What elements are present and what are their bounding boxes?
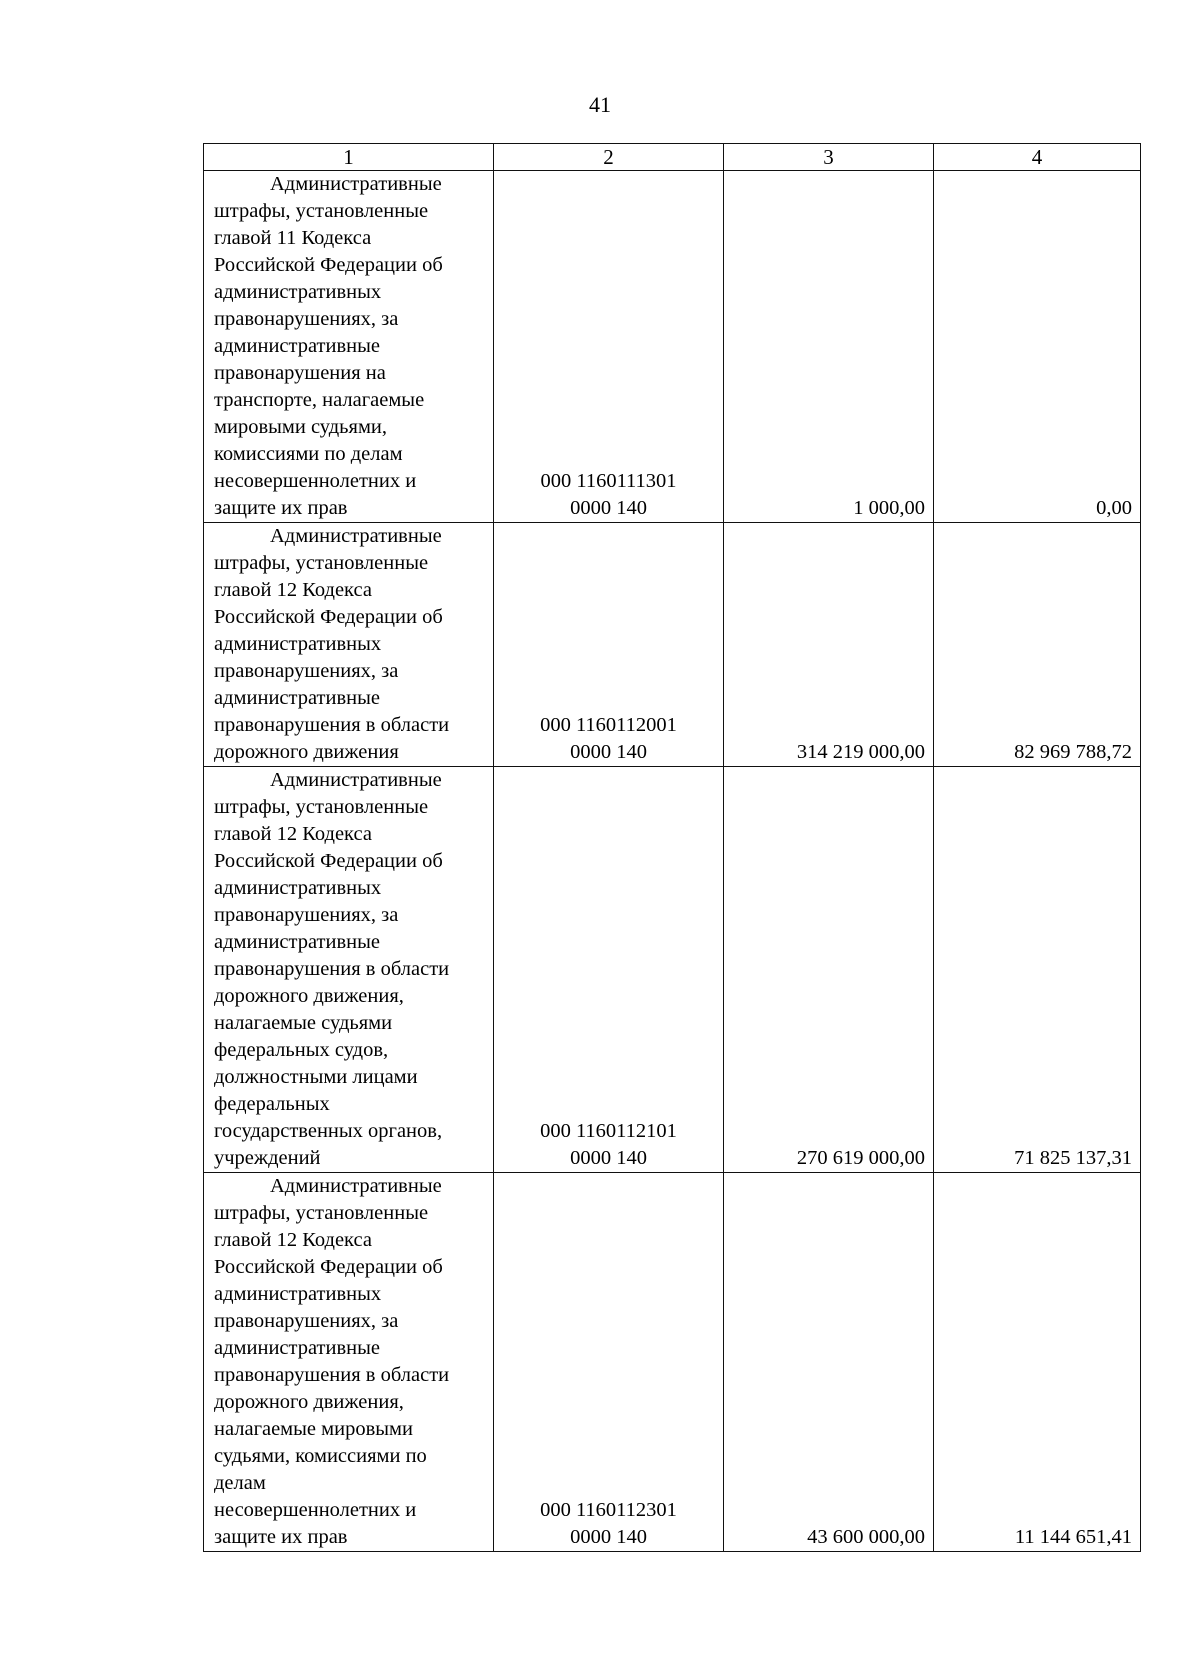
row-name-line: дорожного движения bbox=[214, 741, 399, 763]
revenue-table bbox=[203, 143, 1141, 1552]
row-name-line: административные bbox=[214, 335, 380, 357]
actual-amount: 71 825 137,31 bbox=[934, 767, 1141, 1173]
budget-code-line-1: 000 1160111301 bbox=[540, 470, 677, 492]
row-name-line: государственных органов, bbox=[214, 1120, 443, 1142]
row-name-line: учреждений bbox=[214, 1147, 321, 1169]
row-name-line: Российской Федерации об bbox=[214, 254, 443, 276]
actual-amount: 82 969 788,72 bbox=[934, 523, 1141, 767]
row-name-cell bbox=[204, 1173, 494, 1552]
row-name-line: административных bbox=[214, 877, 382, 899]
header-col-3: 3 bbox=[724, 144, 934, 171]
actual-amount: 11 144 651,41 bbox=[934, 1173, 1141, 1552]
row-name-line: административные bbox=[214, 931, 380, 953]
row-name-line: правонарушениях, за bbox=[214, 1310, 399, 1332]
row-name-line: дорожного движения, bbox=[214, 985, 404, 1007]
budget-code-line-2: 0000 140 bbox=[570, 1147, 647, 1169]
row-name-line: дорожного движения, bbox=[214, 1391, 404, 1413]
table-row bbox=[204, 523, 1141, 767]
row-name-line: Российской Федерации об bbox=[214, 850, 443, 872]
row-name-line: штрафы, установленные bbox=[214, 200, 429, 222]
row-name-line: Административные bbox=[270, 525, 442, 547]
table-row bbox=[204, 171, 1141, 523]
row-name-line: федеральных bbox=[214, 1093, 330, 1115]
row-name-line: штрафы, установленные bbox=[214, 552, 429, 574]
row-name-line: комиссиями по делам bbox=[214, 443, 403, 465]
row-name-cell bbox=[204, 523, 494, 767]
budget-code-line-2: 0000 140 bbox=[570, 497, 647, 519]
row-name-cell bbox=[204, 767, 494, 1173]
row-name-line: транспорте, налагаемые bbox=[214, 389, 425, 411]
row-code-cell bbox=[494, 767, 724, 1173]
table-row bbox=[204, 767, 1141, 1173]
row-name-line: правонарушениях, за bbox=[214, 904, 399, 926]
row-name-line: правонарушениях, за bbox=[214, 308, 399, 330]
row-code-cell bbox=[494, 523, 724, 767]
actual-amount: 0,00 bbox=[934, 171, 1141, 523]
row-name-line: несовершеннолетних и bbox=[214, 470, 417, 492]
row-name-line: административных bbox=[214, 281, 382, 303]
row-name-line: административные bbox=[214, 1337, 380, 1359]
page-number: 41 bbox=[589, 92, 611, 117]
row-name-line: налагаемые судьями bbox=[214, 1012, 393, 1034]
row-name-line: правонарушения в области bbox=[214, 714, 450, 736]
table-header-row bbox=[204, 144, 1141, 171]
planned-amount: 270 619 000,00 bbox=[724, 767, 934, 1173]
planned-amount: 43 600 000,00 bbox=[724, 1173, 934, 1552]
row-name-line: правонарушения на bbox=[214, 362, 386, 384]
row-name-line: штрафы, установленные bbox=[214, 796, 429, 818]
row-name-line: административные bbox=[214, 687, 380, 709]
row-name-line: защите их прав bbox=[214, 1526, 348, 1548]
row-name-line: защите их прав bbox=[214, 497, 348, 519]
row-name-line: Административные bbox=[270, 1175, 442, 1197]
row-name-line: главой 12 Кодекса bbox=[214, 1229, 372, 1251]
header-col-1: 1 bbox=[204, 144, 494, 171]
table-row bbox=[204, 1173, 1141, 1552]
row-name-line: правонарушениях, за bbox=[214, 660, 399, 682]
budget-code-line-1: 000 1160112301 bbox=[540, 1499, 677, 1521]
budget-code-line-1: 000 1160112001 bbox=[540, 714, 677, 736]
planned-amount: 1 000,00 bbox=[724, 171, 934, 523]
budget-code-line-2: 0000 140 bbox=[570, 1526, 647, 1548]
row-name-line: административных bbox=[214, 633, 382, 655]
header-col-2: 2 bbox=[494, 144, 724, 171]
row-name-line: Административные bbox=[270, 173, 442, 195]
budget-code-line-1: 000 1160112101 bbox=[540, 1120, 677, 1142]
budget-code-line-2: 0000 140 bbox=[570, 741, 647, 763]
row-name-line: должностными лицами bbox=[214, 1066, 418, 1088]
row-name-line: штрафы, установленные bbox=[214, 1202, 429, 1224]
row-name-line: правонарушения в области bbox=[214, 1364, 450, 1386]
row-name-line: главой 12 Кодекса bbox=[214, 823, 372, 845]
row-name-cell bbox=[204, 171, 494, 523]
row-name-line: главой 12 Кодекса bbox=[214, 579, 372, 601]
row-name-line: административных bbox=[214, 1283, 382, 1305]
row-name-line: несовершеннолетних и bbox=[214, 1499, 417, 1521]
row-code-cell bbox=[494, 171, 724, 523]
row-name-line: Административные bbox=[270, 769, 442, 791]
row-name-line: федеральных судов, bbox=[214, 1039, 389, 1061]
row-code-cell bbox=[494, 1173, 724, 1552]
header-col-4: 4 bbox=[934, 144, 1141, 171]
row-name-line: Российской Федерации об bbox=[214, 606, 443, 628]
row-name-line: Российской Федерации об bbox=[214, 1256, 443, 1278]
row-name-line: делам bbox=[214, 1472, 266, 1494]
row-name-line: мировыми судьями, bbox=[214, 416, 388, 438]
planned-amount: 314 219 000,00 bbox=[724, 523, 934, 767]
row-name-line: судьями, комиссиями по bbox=[214, 1445, 427, 1467]
row-name-line: правонарушения в области bbox=[214, 958, 450, 980]
row-name-line: налагаемые мировыми bbox=[214, 1418, 413, 1440]
row-name-line: главой 11 Кодекса bbox=[214, 227, 372, 249]
